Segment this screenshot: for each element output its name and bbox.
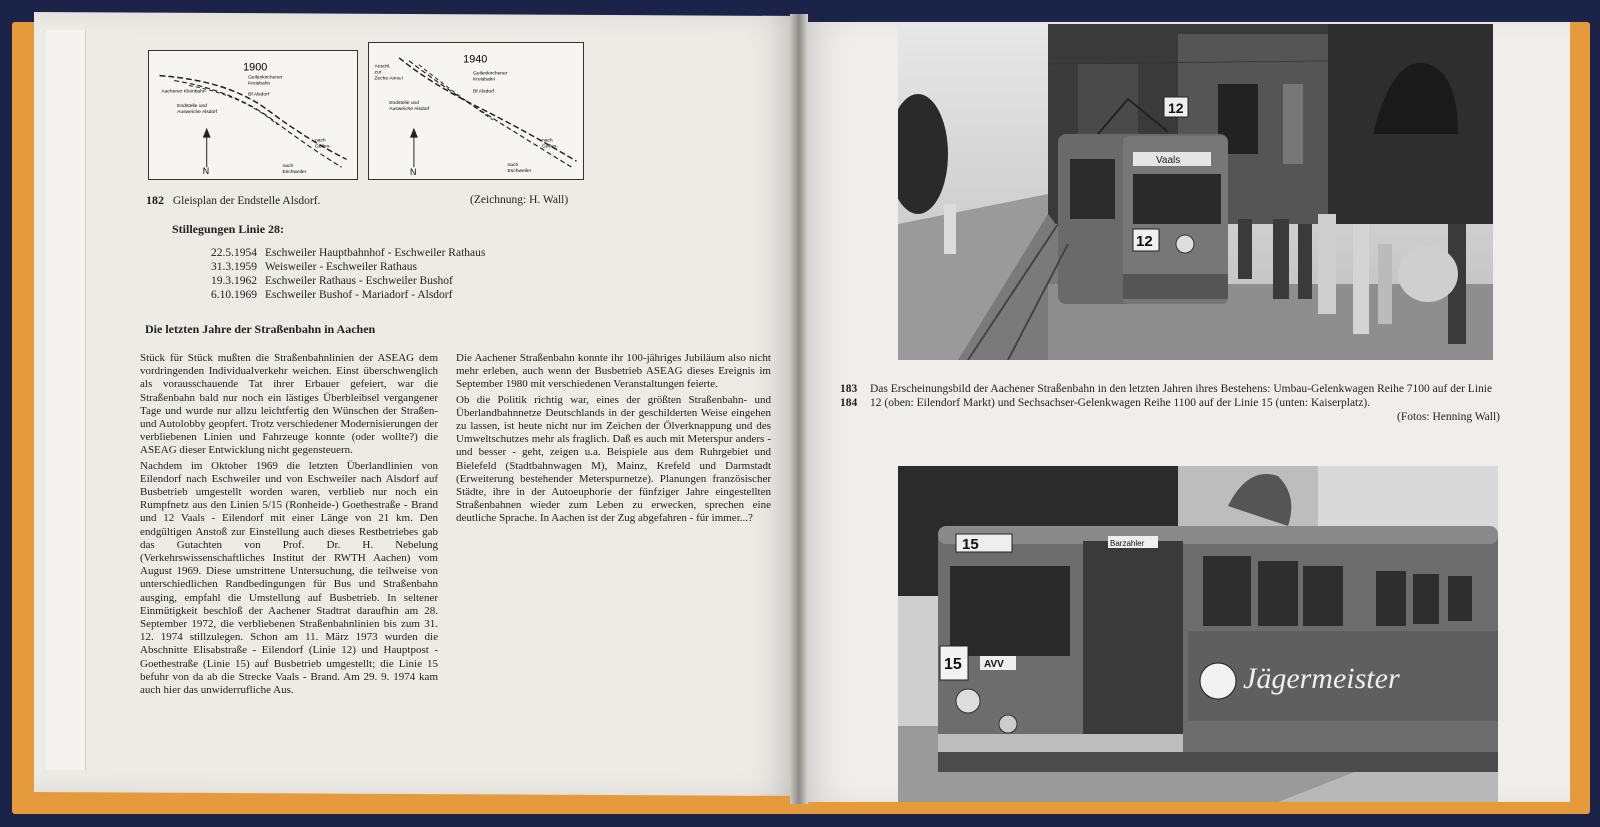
closures-list [195, 246, 485, 302]
svg-text:N: N [202, 166, 210, 177]
svg-text:Bf Alsdorf: Bf Alsdorf [473, 89, 495, 95]
svg-text:nach: nach [542, 138, 553, 144]
svg-text:Geilenkirchener: Geilenkirchener [248, 75, 283, 81]
caption-number: 183 [840, 383, 858, 395]
caption-text: Gleisplan der Endstelle Alsdorf. [172, 195, 321, 207]
svg-text:Bf Alsdorf: Bf Alsdorf [248, 92, 270, 98]
svg-text:nach: nach [282, 164, 294, 170]
map-year-1940: 1940 [463, 53, 488, 66]
svg-text:Geilen-: Geilen- [542, 144, 558, 150]
closure-row: 22.5.1954 Eschweiler Hauptbahnhof - Eschweiler Rathaus [211, 247, 486, 259]
caption-text: Das Erscheinungsbild der Aachener Straßenbahn in den letzten Jahren ihres Bestehens: Umbau-Gelenkwagen Reihe 7100 auf der Linie 12 (oben: Eilendorf Markt) und Sechsachser-Gelenkwagen Reihe 1100 auf der Linie 15 (unten: Kaiserplatz). [870, 383, 1493, 409]
svg-text:Ausweiche Alsdorf: Ausweiche Alsdorf [177, 110, 218, 116]
caption-182 [146, 194, 320, 209]
svg-text:Endstelle und: Endstelle und [177, 104, 207, 110]
svg-text:Geilen-: Geilen- [315, 144, 331, 150]
tram-side-number: 15 [944, 656, 962, 673]
closure-row: 19.3.1962 Eschweiler Rathaus - Eschweiler Bushof [211, 275, 453, 287]
track-map-1940 [368, 42, 584, 180]
caption-182-credit: (Zeichnung: H. Wall) [470, 194, 569, 206]
svg-text:Anschl.: Anschl. [374, 64, 391, 70]
track-map-1900 [148, 50, 358, 180]
tram-operator: AVV [984, 659, 1004, 670]
svg-text:Aachener Kleinbahn: Aachener Kleinbahn [161, 89, 206, 95]
svg-text:Eschweiler: Eschweiler [507, 169, 532, 175]
tram-route-sign: 15 [962, 536, 979, 553]
caption-credit: (Fotos: Henning Wall) [1397, 411, 1500, 423]
tram-destination-sign: Vaals [1156, 155, 1181, 166]
paragraph: Die Aachener Straßenbahn konnte ihr 100-jähriges Jubiläum also nicht mehr erleben, auch wenn der Busbetrieb ASEAG dieses Ereignis im September 1980 mit verschiedenen Veranstaltungen feierte. [456, 352, 771, 391]
section-heading: Die letzten Jahre der Straßenbahn in Aachen [145, 322, 376, 336]
svg-text:Zeche Anna I: Zeche Anna I [374, 76, 404, 82]
svg-text:N: N [409, 167, 417, 178]
svg-text:nach: nach [507, 163, 519, 169]
svg-text:Kreisbahn: Kreisbahn [248, 81, 271, 87]
svg-text:Geilenkirchener: Geilenkirchener [473, 71, 508, 77]
svg-text:zur: zur [374, 70, 382, 76]
book-gutter [790, 14, 808, 804]
caption-number: 184 [840, 397, 858, 409]
closure-row: 6.10.1969 Eschweiler Bushof - Mariadorf - Alsdorf [211, 289, 453, 301]
paragraph: Nachdem im Oktober 1969 die letzten Überlandlinien von Eilendorf nach Eschweiler und von Eschweiler nach Alsdorf auf Busbetrieb umgestellt worden waren, verblieb nur noch ein Rumpfnetz aus den Linien 5/15 (Ronheide-) Goethestraße - Brand und 12 Vaals - Eilendorf mit einer Länge von 21 km. Den endgültigen Anstoß zur Einstellung auch dieses Restbetriebes gab das Gutachten von Prof. Dr. H. Nebelung (Verkehrswissenschaftliches Institut der RWTH Aachen) vom August 1969. Diese umstrittene Untersuchung, die teilweise von unterschiedlichen Randbedingungen für Bus und Straßenbahn ausging, empfahl die Umstellung auf Busbetrieb. In seltener Einmütigkeit beschloß der Aachener Stadtrat daraufhin am 28. September 1972, die verbliebenen Straßenbahnlinien bis zum 31. 12. 1974 stillzulegen. Schon am 11. März 1973 wurden die Abschnitte Elisabstraße - Eilendorf (Linie 12) und Hauptpost - Goethestraße (Linie 15) auf Busbetrieb umgestellt; die Linie 15 befuhr von da ab die Strecke Vaals - Brand. Am 29. 9. 1974 kam auch hier das unwiderrufliche Aus. [140, 459, 438, 697]
svg-text:Eschweiler: Eschweiler [282, 170, 307, 176]
left-page-edges [46, 30, 86, 770]
photo-183-tram-line-12 [898, 24, 1493, 360]
paragraph: Stück für Stück mußten die Straßenbahnlinien der ASEAG dem vordringenden Individualverkehr weichen. Einst überschwenglich als vorausschauende Tat ihrer Erbauer gefeiert, war die Straßenbahn bald nur noch ein lästiges Überbleibsel vergangener Tage und wurde nur allzu leichtfertig den Wünschen der Straßen- und Autolobby geopfert. Trotz verschiedener Modernisierungen der verbliebenen Linien und Fahrzeuge konnte (oder wollte?) die ASEAG dieser Entwicklung nicht gegensteuern. [140, 352, 438, 457]
svg-text:Kreisbahn: Kreisbahn [473, 77, 496, 83]
paragraph: Ob die Politik richtig war, eines der größten Straßenbahn- und Überlandbahnnetze Deutschlands in der geschilderten Weise eingehen zu lassen, ist heute nicht nur im Zeichen der Ölverknappung und des Umweltschutzes mehr als fraglich. Daß es auch mit Meterspur anders - und besser - geht, zeigen u.a. Beispiele aus dem Ruhrgebiet und Bielefeld (Stadtbahnwagen M), Mainz, Krefeld und Darmstadt (Erweiterung bestehender Meterspurnetze). Planungen französischer Städte, ihre in der Autoeuphorie der fünfziger Jahre eingestellten Straßenbahnen wieder zum Leben zu erwecken, sprechen eine deutliche Sprache. In Aachen ist der Zug abgefahren - für immer...? [456, 393, 771, 525]
svg-text:nach: nach [315, 138, 326, 144]
ad-jaegermeister: Jägermeister [1243, 662, 1400, 695]
tram-route-sign: 12 [1168, 100, 1184, 116]
map-year-1900: 1900 [243, 61, 268, 74]
text-column-2 [456, 352, 771, 528]
svg-text:Ausweiche Alsdorf: Ausweiche Alsdorf [389, 107, 430, 113]
photo-184-tram-line-15 [898, 466, 1498, 802]
closures-title: Stillegungen Linie 28: [172, 222, 285, 236]
text-column-1 [140, 352, 438, 699]
closure-row: 31.3.1959 Weisweiler - Eschweiler Rathaus [211, 261, 418, 273]
caption-number: 182 [146, 193, 164, 207]
svg-text:Endstelle und: Endstelle und [389, 101, 420, 107]
door-sign: Barzahler [1110, 539, 1145, 548]
tram-side-number: 12 [1136, 233, 1153, 250]
